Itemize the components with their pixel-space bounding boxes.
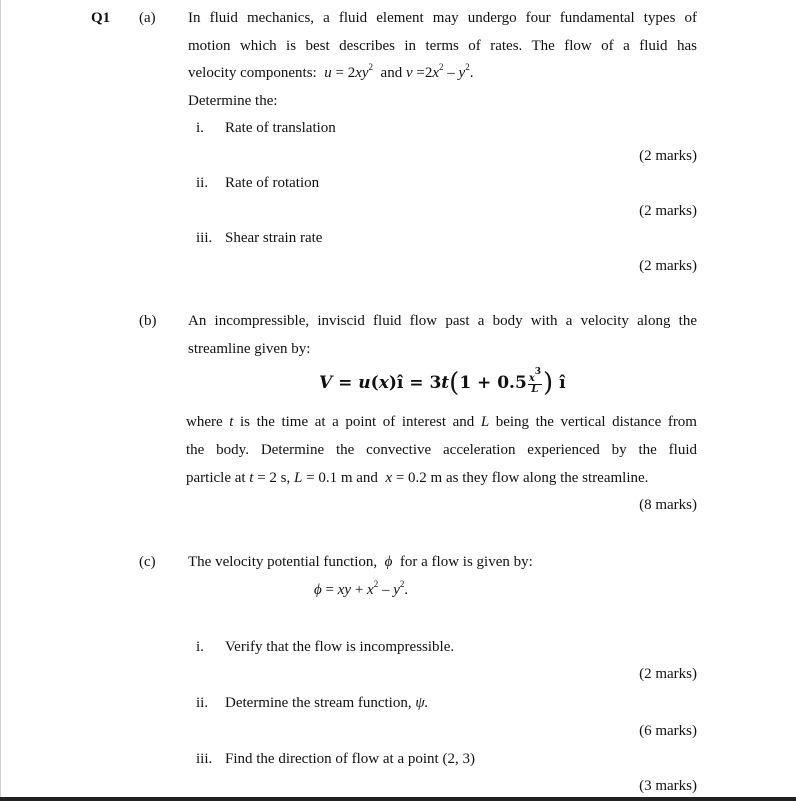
- potential-function-suffix: for a flow is given by:: [399, 554, 533, 570]
- a-item-1-num: i.: [196, 120, 204, 136]
- velocity-equations: $u = 2xy^2$ and $v =2x^2 - y^2$.: [324, 62, 474, 81]
- part-b-label: (b): [139, 313, 157, 329]
- c-item-3-num: iii.: [196, 751, 213, 767]
- page-left-edge: [0, 0, 1, 801]
- psi-symbol: ψ.: [415, 695, 429, 711]
- phi-symbol: ϕ: [380, 554, 397, 570]
- a-item-3-num: iii.: [196, 230, 213, 246]
- c-item-2-num: ii.: [196, 695, 209, 711]
- part-b-line-2: streamline given by:: [188, 341, 311, 357]
- a-item-2-num: ii.: [196, 175, 209, 191]
- part-b-line-1: An incompressible, inviscid fluid flow past a body with a velocity along the: [188, 313, 697, 329]
- a-item-2-marks: (2 marks): [639, 203, 697, 219]
- potential-function-prefix: The velocity potential function,: [188, 554, 378, 570]
- velocity-equation: V = u(x)î = 3t(1 + 0.5 $\frac{x^3}{L}$ ) î: [319, 367, 566, 398]
- c-item-1-marks: (2 marks): [639, 666, 697, 682]
- part-c-line-1: [188, 554, 533, 571]
- a-item-1-text: Rate of translation: [225, 120, 336, 136]
- potential-equation: ϕ = xy + $x^2 - y^2$.: [314, 579, 409, 598]
- question-number: Q1: [91, 10, 111, 26]
- part-a-line-2: motion which is best describes in terms of rates. The flow of a fluid has: [188, 38, 697, 54]
- part-b-line-3: where t is the time at a point of interest and L being the vertical distance from: [186, 414, 697, 430]
- determine-label: Determine the:: [188, 93, 278, 109]
- c-item-2-text: [225, 695, 428, 712]
- c-item-2-label: Determine the stream function,: [225, 695, 412, 711]
- a-item-3-text: Shear strain rate: [225, 230, 323, 246]
- part-a-line-1: In fluid mechanics, a fluid element may undergo four fundamental types of: [188, 10, 697, 26]
- part-c-label: (c): [139, 554, 156, 570]
- part-b-line-4: the body. Determine the convective acceleration experienced by the fluid: [186, 442, 697, 458]
- c-item-3-text: Find the direction of flow at a point (2, 3): [225, 751, 475, 767]
- c-item-1-text: Verify that the flow is incompressible.: [225, 639, 455, 655]
- a-item-3-marks: (2 marks): [639, 258, 697, 274]
- part-a-label: (a): [139, 10, 156, 26]
- a-item-1-marks: (2 marks): [639, 148, 697, 164]
- part-b-line-5: particle at t = 2 s, L = 0.1 m and x = 0.2 m as they flow along the streamline.: [186, 470, 649, 486]
- page-bottom-edge: [0, 797, 796, 801]
- a-item-2-text: Rate of rotation: [225, 175, 320, 191]
- c-item-3-marks: (3 marks): [639, 778, 697, 794]
- part-a-line-3: [188, 62, 474, 82]
- c-item-1-num: i.: [196, 639, 204, 655]
- c-item-2-marks: (6 marks): [639, 723, 697, 739]
- velocity-components-label: velocity components:: [188, 65, 317, 81]
- part-b-marks: (8 marks): [639, 497, 697, 513]
